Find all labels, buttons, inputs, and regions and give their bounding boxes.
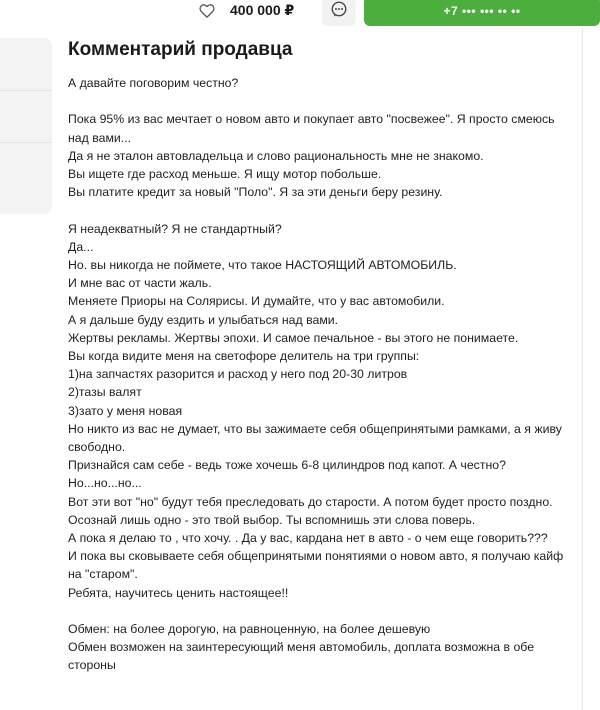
comment-line: Я неадекватный? Я не стандартный?	[68, 221, 282, 236]
phone-number-label: +7 ••• ••• •• ••	[443, 4, 521, 18]
comment-paragraph	[68, 220, 578, 602]
comment-line: И пока вы сковываете себя общепринятыми понятиями о новом авто, я получаю кайф на "старом".	[68, 549, 564, 582]
show-phone-button[interactable]	[364, 0, 600, 26]
chat-bubble-icon	[330, 0, 348, 23]
heart-outline-icon[interactable]	[198, 1, 216, 19]
comment-line: Но никто из вас не думает, что вы зажимаете себя общепринятыми рамками, а я живу свободно.	[68, 421, 562, 455]
comment-line: 3)зато у меня новая	[68, 403, 183, 418]
comment-line: Вы ищете где расход меньше. Я ищу мотор побольше.	[68, 167, 382, 181]
comment-line: Меняете Приоры на Солярисы. И думайте, что у вас автомобили.	[68, 294, 445, 309]
comment-line: Вы когда видите меня на светофоре делитель на три группы:	[68, 349, 420, 364]
comment-line: А давайте поговорим честно?	[68, 76, 239, 90]
sidebar-divider	[0, 142, 52, 143]
comment-line: Но. вы никогда не поймете, что такое НАСТОЯЩИЙ АВТОМОБИЛЬ.	[68, 258, 457, 272]
comment-line: И мне вас от части жаль.	[68, 276, 212, 291]
comment-line: Но...но...но...	[68, 476, 142, 491]
comment-line: 1)на запчастях разорится и расход у него под 20-30 литров	[68, 367, 408, 382]
comment-line: Вы платите кредит за новый "Поло". Я за эти деньги беру резину.	[68, 185, 443, 200]
listing-price: 400 000 ₽	[230, 2, 295, 18]
comment-line: Обмен: на более дорогую, на равноценную, на более дешевую	[68, 622, 431, 637]
comment-line: Да я не эталон автовладельца и слово рациональность мне не знакомо.	[68, 148, 484, 163]
comment-paragraph	[68, 620, 578, 675]
sidebar-panel	[0, 38, 52, 214]
comment-line: А пока я делаю то , что хочу. . Да у вас, кардана нет в авто - о чем еще говорить???	[68, 531, 548, 546]
comment-line: Да...	[68, 239, 94, 254]
comment-line: Осознай лишь одно - это твой выбор. Ты вспомнишь эти слова поверь.	[68, 512, 476, 527]
comment-line: А я дальше буду ездить и улыбаться над вами.	[68, 312, 339, 327]
chat-button[interactable]	[322, 0, 356, 26]
comment-paragraph	[68, 74, 578, 92]
sidebar-divider	[0, 90, 52, 91]
comment-paragraph	[68, 110, 578, 201]
comment-line: Жертвы рекламы. Жертвы эпохи. И самое печальное - вы этого не понимаете.	[68, 330, 519, 345]
comment-line: Признайся сам себе - ведь тоже хочешь 6-8 цилиндров под капот. А честно?	[68, 458, 506, 473]
section-title: Комментарий продавца	[68, 39, 293, 60]
seller-comment-text	[68, 74, 578, 675]
comment-line: Ребята, научитесь ценить настоящее!!	[68, 585, 289, 600]
seller-comment-section	[68, 38, 578, 693]
comment-line: Вот эти вот "но" будут тебя преследовать до старости. А потом будет просто поздно.	[68, 494, 553, 509]
comment-line: Обмен возможен на заинтересующий меня автомобиль, доплата возможна в обе стороны	[68, 640, 535, 673]
sticky-contact-bar	[0, 0, 600, 28]
comment-line: 2)тазы валят	[68, 385, 142, 400]
comment-line: Пока 95% из вас мечтает о новом авто и покупает авто "посвежее". Я просто смеюсь над вами...	[68, 112, 555, 145]
content-border	[582, 28, 583, 710]
